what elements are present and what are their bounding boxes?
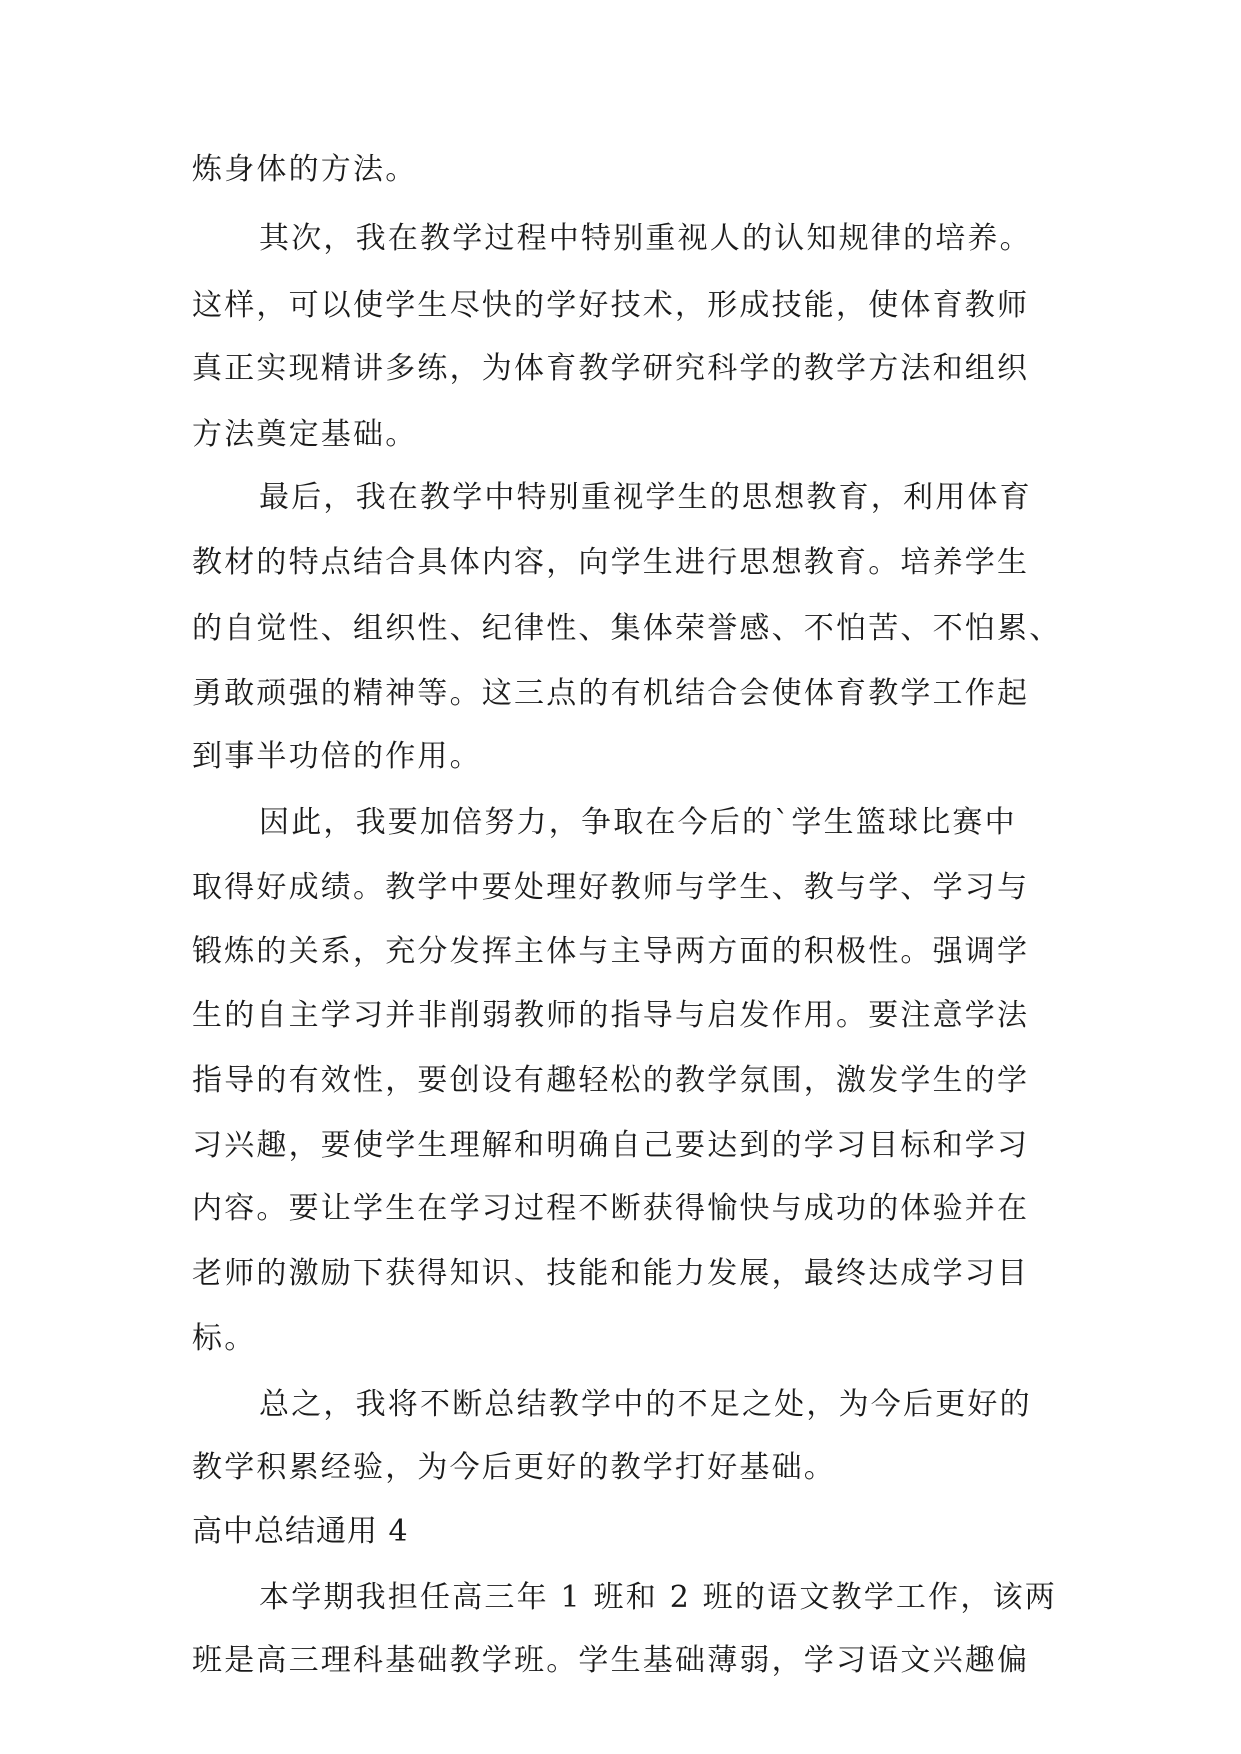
text-line: 方法奠定基础。 xyxy=(192,417,418,452)
text-line: 锻炼的关系，充分发挥主体与主导两方面的积极性。强调学 xyxy=(192,934,1030,969)
text-line: 标。 xyxy=(192,1321,257,1356)
paragraph-start: 总之，我将不断总结教学中的不足之处，为今后更好的 xyxy=(259,1387,1032,1422)
text-line: 取得好成绩。教学中要处理好教师与学生、教与学、学习与 xyxy=(192,870,1030,905)
text-line: 习兴趣，要使学生理解和明确自己要达到的学习目标和学习 xyxy=(192,1128,1030,1163)
text-line: 的自觉性、组织性、纪律性、集体荣誉感、不怕苦、不怕累、 xyxy=(192,611,1062,646)
text-line: 这样，可以使学生尽快的学好技术，形成技能，使体育教师 xyxy=(192,288,1030,323)
text-line: 炼身体的方法。 xyxy=(192,152,418,187)
paragraph-start: 最后，我在教学中特别重视学生的思想教育，利用体育 xyxy=(259,480,1032,515)
text-line: 教学积累经验，为今后更好的教学打好基础。 xyxy=(192,1450,836,1485)
text-line: 真正实现精讲多练，为体育教学研究科学的教学方法和组织 xyxy=(192,351,1030,386)
text-line: 到事半功倍的作用。 xyxy=(192,739,482,774)
text-line: 内容。要让学生在学习过程不断获得愉快与成功的体验并在 xyxy=(192,1191,1030,1226)
text-line: 班是高三理科基础教学班。学生基础薄弱，学习语文兴趣偏 xyxy=(192,1643,1030,1678)
text-line: 指导的有效性，要创设有趣轻松的教学氛围，激发学生的学 xyxy=(192,1063,1030,1098)
text-line: 勇敢顽强的精神等。这三点的有机结合会使体育教学工作起 xyxy=(192,676,1030,711)
paragraph-start: 本学期我担任高三年 1 班和 2 班的语文教学工作，该两 xyxy=(259,1580,1057,1615)
text-line: 教材的特点结合具体内容，向学生进行思想教育。培养学生 xyxy=(192,545,1030,580)
text-line: 老师的激励下获得知识、技能和能力发展，最终达成学习目 xyxy=(192,1256,1030,1291)
paragraph-start: 因此，我要加倍努力，争取在今后的`学生篮球比赛中 xyxy=(259,805,1017,840)
paragraph-start: 其次，我在教学过程中特别重视人的认知规律的培养。 xyxy=(259,221,1032,256)
section-heading: 高中总结通用 4 xyxy=(192,1514,409,1549)
text-line: 生的自主学习并非削弱教师的指导与启发作用。要注意学法 xyxy=(192,998,1030,1033)
